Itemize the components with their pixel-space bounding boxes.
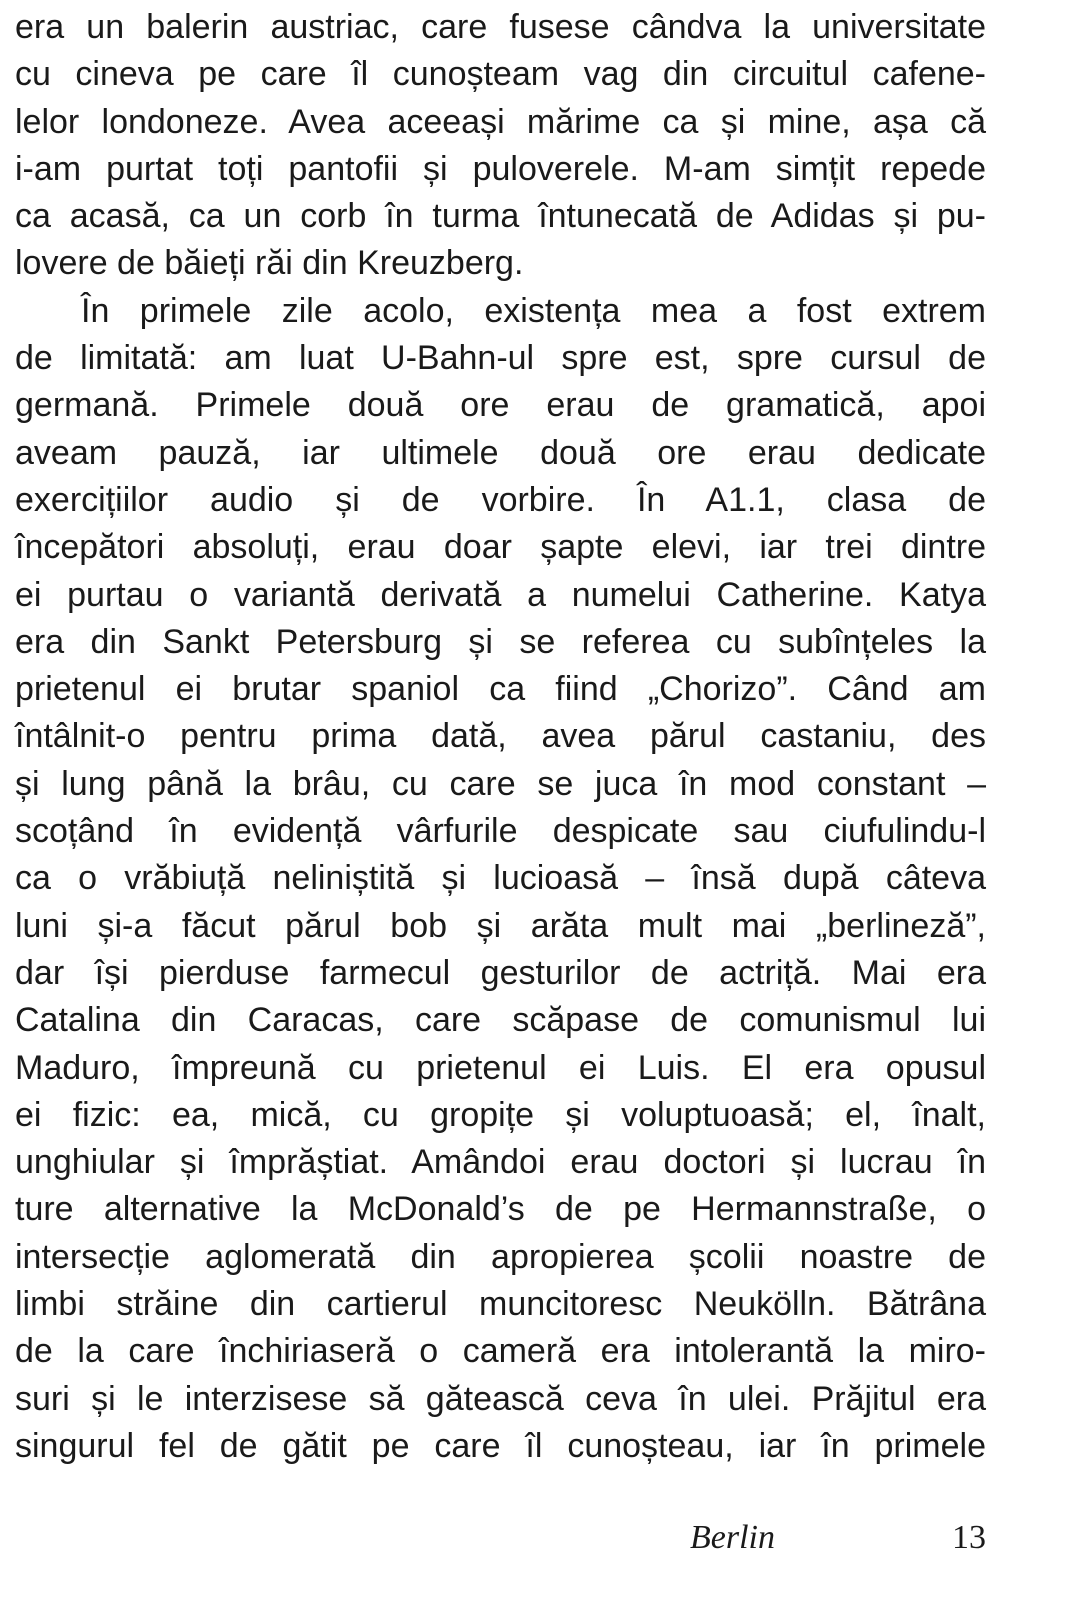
text-line: suri și le interzisese să gătească ceva în ulei. Prăjitul era: [15, 1379, 986, 1418]
text-line: ei fizic: ea, mică, cu gropițe și voluptuoasă; el, înalt,: [15, 1095, 986, 1134]
text-line: lelor londoneze. Avea aceeași mărime ca și mine, așa că: [15, 102, 986, 141]
text-line: singurul fel de gătit pe care îl cunoșteau, iar în primele: [15, 1426, 986, 1465]
page-footer: [0, 1513, 1065, 1563]
text-line: limbi străine din cartierul muncitoresc Neukölln. Bătrâna: [15, 1285, 986, 1324]
text-line: era un balerin austriac, care fusese cândva la universitate: [15, 8, 986, 46]
text-line: dar își pierduse farmecul gesturilor de actriță. Mai era: [15, 953, 986, 992]
text-line: ca acasă, ca un corb în turma întunecată de Adidas și pu-: [15, 197, 986, 236]
text-line: aveam pauză, iar ultimele două ore erau dedicate: [15, 433, 986, 472]
text-line: ca o vrăbiuță neliniștită și lucioasă – însă după câteva: [15, 859, 986, 898]
text-line: și lung până la brâu, cu care se juca în mod constant –: [15, 764, 986, 803]
text-line: unghiular și împrăștiat. Amândoi erau doctori și lucrau în: [15, 1143, 986, 1182]
text-line: de la care închiriaseră o cameră era intolerantă la miro-: [15, 1332, 986, 1371]
page-number: 13: [952, 1519, 986, 1556]
text-line: Maduro, împreună cu prietenul ei Luis. El era opusul: [15, 1048, 986, 1087]
text-line: cu cineva pe care îl cunoșteam vag din circuitul cafene-: [15, 55, 986, 94]
text-line: intersecție aglomerată din apropierea școlii noastre de: [15, 1237, 986, 1276]
text-line: ture alternative la McDonald’s de pe Hermannstraße, o: [15, 1190, 986, 1229]
text-line: lovere de băieți răi din Kreuzberg.: [15, 244, 524, 283]
text-line: era din Sankt Petersburg și se referea cu subînțeles la: [15, 622, 986, 661]
text-line: prietenul ei brutar spaniol ca fiind „Chorizo”. Când am: [15, 670, 986, 709]
text-line: i-am purtat toți pantofii și puloverele. M-am simțit repede: [15, 149, 986, 188]
running-head: Berlin: [690, 1519, 775, 1556]
text-line: ei purtau o variantă derivată a numelui Catherine. Katya: [15, 575, 986, 614]
text-line: luni și-a făcut părul bob și arăta mult mai „berlineză”,: [15, 906, 986, 945]
text-line: de limitată: am luat U-Bahn-ul spre est, spre cursul de: [15, 339, 986, 378]
text-line: exercițiilor audio și de vorbire. În A1.1, clasa de: [15, 480, 986, 519]
body-text: [15, 0, 986, 1470]
text-line: întâlnit-o pentru prima dată, avea părul castaniu, des: [15, 717, 986, 756]
text-line: Catalina din Caracas, care scăpase de comunismul lui: [15, 1001, 986, 1040]
text-line: În primele zile acolo, existența mea a fost extrem: [81, 291, 986, 330]
text-line: germană. Primele două ore erau de gramatică, apoi: [15, 386, 986, 425]
text-line: începători absoluți, erau doar șapte elevi, iar trei dintre: [15, 528, 986, 567]
text-line: scoțând în evidență vârfurile despicate sau ciufulindu-l: [15, 812, 986, 851]
